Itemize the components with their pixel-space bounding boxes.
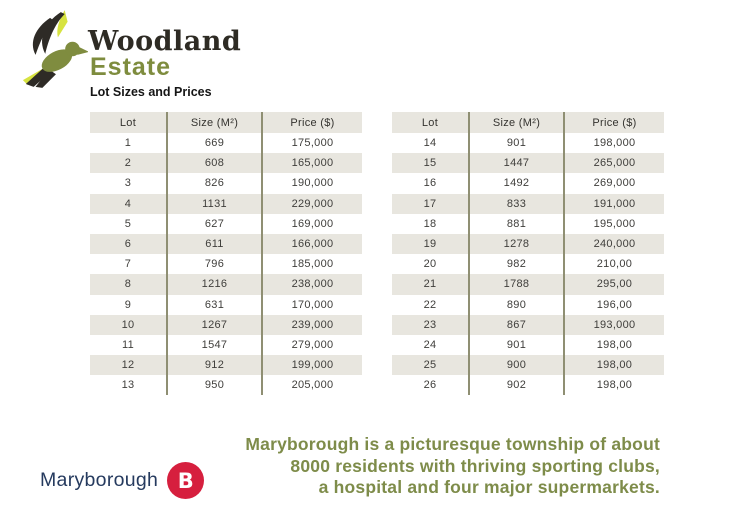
lot-size: 1267 <box>168 315 263 335</box>
township-blurb <box>245 434 660 499</box>
table-row <box>392 295 664 315</box>
lot-number: 13 <box>90 375 168 395</box>
lot-price: 198,00 <box>596 379 633 392</box>
header-lot: Lot <box>90 112 168 133</box>
lot-price: 166,000 <box>291 238 334 251</box>
lot-size: 1216 <box>168 274 263 294</box>
table-row <box>392 234 664 254</box>
lot-price: 198,000 <box>593 137 636 150</box>
lot-size: 608 <box>168 153 263 173</box>
table-row <box>392 335 664 355</box>
lot-price: 205,000 <box>291 379 334 392</box>
table-row <box>90 254 362 274</box>
table-row <box>392 214 664 234</box>
lot-number: 14 <box>392 133 470 153</box>
lot-price: 165,000 <box>291 157 334 170</box>
lot-size: 890 <box>470 295 565 315</box>
lot-size: 1131 <box>168 194 263 214</box>
lot-size: 1788 <box>470 274 565 294</box>
lot-price: 238,000 <box>291 278 334 291</box>
lot-price: 191,000 <box>593 197 636 210</box>
lot-number: 16 <box>392 173 470 193</box>
table-row <box>90 315 362 335</box>
lot-price: 196,00 <box>596 298 633 311</box>
table-row <box>392 375 664 395</box>
table-row <box>90 355 362 375</box>
header-lot: Lot <box>392 112 470 133</box>
lot-size: 900 <box>470 355 565 375</box>
lot-price: 185,000 <box>291 258 334 271</box>
blurb-line: Maryborough is a picturesque township of about <box>245 434 660 454</box>
lot-size: 833 <box>470 194 565 214</box>
lot-price: 190,000 <box>291 177 334 190</box>
table-row <box>392 274 664 294</box>
lot-price: 269,000 <box>593 177 636 190</box>
lot-price: 170,000 <box>291 298 334 311</box>
table-row <box>90 234 362 254</box>
lot-number: 23 <box>392 315 470 335</box>
lot-number: 2 <box>90 153 168 173</box>
lot-number: 11 <box>90 335 168 355</box>
table-row <box>90 295 362 315</box>
lot-number: 20 <box>392 254 470 274</box>
table-row <box>392 254 664 274</box>
table-row <box>392 315 664 335</box>
lot-table-right <box>392 112 664 395</box>
blurb-line: 8000 residents with thriving sporting clubs, <box>290 455 660 476</box>
table-header-row <box>90 112 362 133</box>
lot-size: 1447 <box>470 153 565 173</box>
lot-size: 902 <box>470 375 565 395</box>
lot-price: 295,00 <box>596 278 633 291</box>
lot-price: 195,000 <box>593 217 636 230</box>
lot-price: 198,00 <box>596 338 633 351</box>
lot-table-left <box>90 112 362 395</box>
lot-size: 611 <box>168 234 263 254</box>
table-row <box>90 214 362 234</box>
table-row <box>392 133 664 153</box>
table-row <box>392 355 664 375</box>
lot-size: 669 <box>168 133 263 153</box>
lot-number: 25 <box>392 355 470 375</box>
lot-size: 631 <box>168 295 263 315</box>
table-row <box>90 335 362 355</box>
lot-number: 22 <box>392 295 470 315</box>
lot-number: 21 <box>392 274 470 294</box>
lot-size: 826 <box>168 173 263 193</box>
lot-number: 17 <box>392 194 470 214</box>
lot-number: 5 <box>90 214 168 234</box>
lot-number: 18 <box>392 214 470 234</box>
lot-number: 15 <box>392 153 470 173</box>
lot-price: 198,00 <box>596 359 633 372</box>
lot-number: 8 <box>90 274 168 294</box>
table-row <box>392 173 664 193</box>
lot-price: 193,000 <box>593 318 636 331</box>
lot-number: 19 <box>392 234 470 254</box>
section-title: Lot Sizes and Prices <box>90 85 212 99</box>
lot-size: 1278 <box>470 234 565 254</box>
table-row <box>90 274 362 294</box>
lot-price: 240,000 <box>593 238 636 251</box>
table-row <box>392 153 664 173</box>
lot-number: 12 <box>90 355 168 375</box>
header-size: Size (M²) <box>470 112 565 133</box>
lot-size: 912 <box>168 355 263 375</box>
header-size: Size (M²) <box>168 112 263 133</box>
table-row <box>90 133 362 153</box>
lot-price: 199,000 <box>291 359 334 372</box>
table-row <box>90 375 362 395</box>
lot-number: 1 <box>90 133 168 153</box>
lot-size: 982 <box>470 254 565 274</box>
blurb-line: a hospital and four major supermarkets. <box>318 477 660 497</box>
lot-size: 901 <box>470 133 565 153</box>
lot-price: 239,000 <box>291 318 334 331</box>
lot-number: 4 <box>90 194 168 214</box>
lot-size: 881 <box>470 214 565 234</box>
lot-price: 210,00 <box>596 258 633 271</box>
table-row <box>90 173 362 193</box>
maryborough-b-badge-icon: B <box>167 462 204 499</box>
lot-number: 3 <box>90 173 168 193</box>
lot-size: 950 <box>168 375 263 395</box>
hummingbird-logo-icon <box>20 10 88 88</box>
lot-number: 10 <box>90 315 168 335</box>
lot-size: 867 <box>470 315 565 335</box>
brand-name-estate: Estate <box>90 53 172 81</box>
lot-number: 7 <box>90 254 168 274</box>
lot-price: 175,000 <box>291 137 334 150</box>
maryborough-wordmark: Maryborough <box>40 469 159 491</box>
lot-size: 1492 <box>470 173 565 193</box>
lot-number: 24 <box>392 335 470 355</box>
maryborough-logo <box>40 462 204 499</box>
table-row <box>392 194 664 214</box>
lot-size: 796 <box>168 254 263 274</box>
lot-price: 279,000 <box>291 338 334 351</box>
table-row <box>90 194 362 214</box>
lot-price: 169,000 <box>291 217 334 230</box>
lot-size: 1547 <box>168 335 263 355</box>
header-price: Price ($) <box>592 116 637 129</box>
lot-number: 26 <box>392 375 470 395</box>
brand-name-woodland: Woodland <box>88 26 242 57</box>
lot-size: 627 <box>168 214 263 234</box>
lot-price: 229,000 <box>291 197 334 210</box>
lot-number: 9 <box>90 295 168 315</box>
header-price: Price ($) <box>290 116 335 129</box>
lot-number: 6 <box>90 234 168 254</box>
table-header-row <box>392 112 664 133</box>
lot-size: 901 <box>470 335 565 355</box>
lot-price: 265,000 <box>593 157 636 170</box>
table-row <box>90 153 362 173</box>
